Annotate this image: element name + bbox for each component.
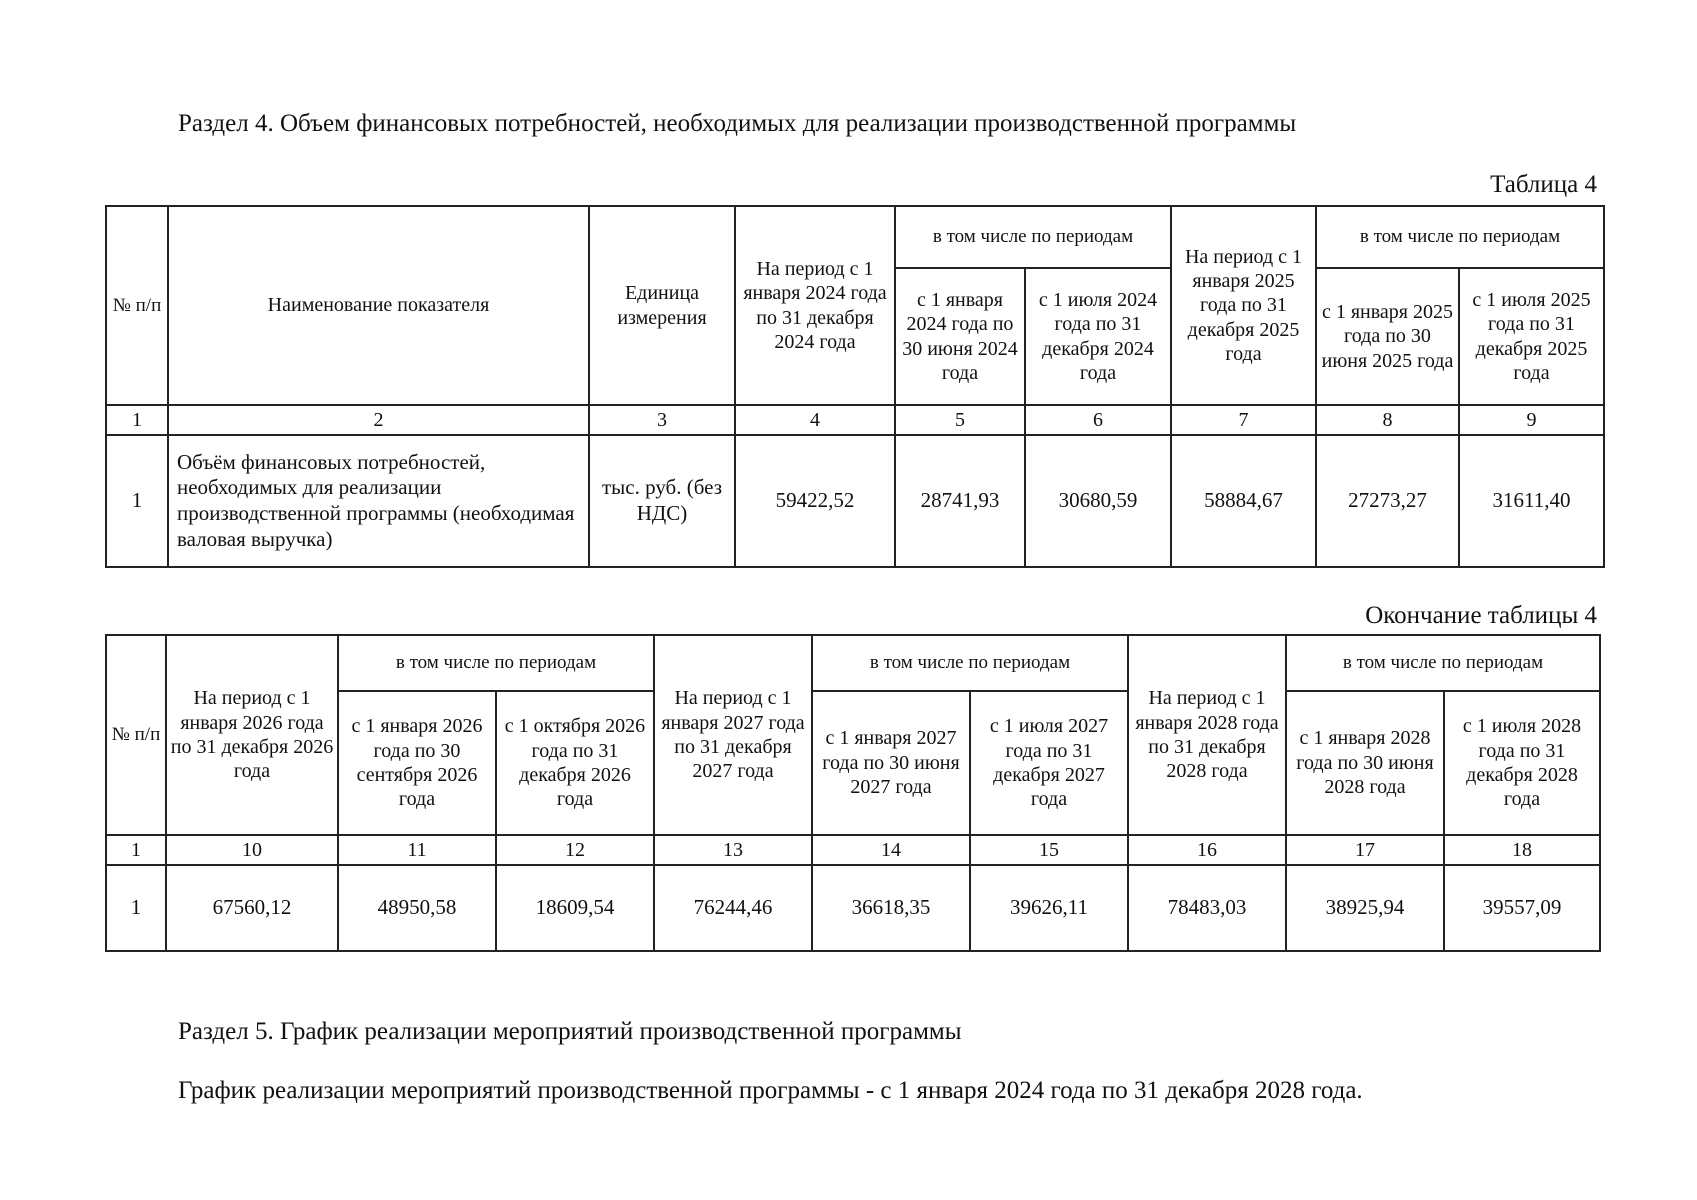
column-number: 12	[496, 835, 654, 865]
column-number: 2	[168, 405, 589, 435]
column-number: 18	[1444, 835, 1600, 865]
value-2025-h1: 27273,27	[1316, 435, 1459, 567]
row-name: Объём финансовых потребностей, необходимых для реализации производственной программы (необходимая валовая выручка)	[168, 435, 589, 567]
value-2028: 78483,03	[1128, 865, 1286, 951]
section-5-text: График реализации мероприятий производственной программы - с 1 января 2024 года по 31 декабря 2028 года.	[178, 1077, 1363, 1104]
value-2024-h1: 28741,93	[895, 435, 1025, 567]
header-num: № п/п	[106, 635, 166, 835]
column-number: 17	[1286, 835, 1444, 865]
header-name: Наименование показателя	[168, 206, 589, 405]
header-2027-h2: с 1 июля 2027 года по 31 декабря 2027 года	[970, 691, 1128, 835]
header-period-2026: На период с 1 января 2026 года по 31 декабря 2026 года	[166, 635, 338, 835]
header-incl-periods: в том числе по периодам	[338, 635, 654, 691]
header-2024-h1: с 1 января 2024 года по 30 июня 2024 года	[895, 268, 1025, 405]
header-period-2025: На период с 1 января 2025 года по 31 декабря 2025 года	[1171, 206, 1316, 405]
header-2026-a: с 1 января 2026 года по 30 сентября 2026 года	[338, 691, 496, 835]
table-row	[106, 435, 1604, 567]
value-2026-a: 48950,58	[338, 865, 496, 951]
value-2028-h1: 38925,94	[1286, 865, 1444, 951]
value-2024: 59422,52	[735, 435, 895, 567]
header-period-2027: На период с 1 января 2027 года по 31 декабря 2027 года	[654, 635, 812, 835]
header-2028-h1: с 1 января 2028 года по 30 июня 2028 года	[1286, 691, 1444, 835]
column-number: 6	[1025, 405, 1171, 435]
column-number: 4	[735, 405, 895, 435]
table-4-end-caption: Окончание таблицы 4	[1365, 602, 1597, 629]
value-2027: 76244,46	[654, 865, 812, 951]
header-2027-h1: с 1 января 2027 года по 30 июня 2027 года	[812, 691, 970, 835]
header-period-2028: На период с 1 января 2028 года по 31 декабря 2028 года	[1128, 635, 1286, 835]
column-number: 14	[812, 835, 970, 865]
value-2025-h2: 31611,40	[1459, 435, 1604, 567]
row-num: 1	[106, 435, 168, 567]
row-unit: тыс. руб. (без НДС)	[589, 435, 735, 567]
row-num: 1	[106, 865, 166, 951]
column-number: 1	[106, 405, 168, 435]
value-2027-h1: 36618,35	[812, 865, 970, 951]
column-number: 3	[589, 405, 735, 435]
header-2026-b: с 1 октября 2026 года по 31 декабря 2026 года	[496, 691, 654, 835]
column-number: 7	[1171, 405, 1316, 435]
header-num: № п/п	[106, 206, 168, 405]
value-2026: 67560,12	[166, 865, 338, 951]
column-number: 13	[654, 835, 812, 865]
section-4-title: Раздел 4. Объем финансовых потребностей, необходимых для реализации производственной программы	[178, 110, 1297, 137]
column-number: 8	[1316, 405, 1459, 435]
header-2025-h2: с 1 июля 2025 года по 31 декабря 2025 года	[1459, 268, 1604, 405]
header-period-2024: На период с 1 января 2024 года по 31 декабря 2024 года	[735, 206, 895, 405]
header-unit: Единица измерения	[589, 206, 735, 405]
header-incl-periods: в том числе по периодам	[1316, 206, 1604, 268]
header-incl-periods: в том числе по периодам	[1286, 635, 1600, 691]
column-number: 15	[970, 835, 1128, 865]
table-4-caption: Таблица 4	[1490, 171, 1597, 198]
column-number: 11	[338, 835, 496, 865]
value-2024-h2: 30680,59	[1025, 435, 1171, 567]
header-2025-h1: с 1 января 2025 года по 30 июня 2025 года	[1316, 268, 1459, 405]
header-incl-periods: в том числе по периодам	[812, 635, 1128, 691]
column-number: 1	[106, 835, 166, 865]
header-2024-h2: с 1 июля 2024 года по 31 декабря 2024 года	[1025, 268, 1171, 405]
column-number: 16	[1128, 835, 1286, 865]
column-number: 10	[166, 835, 338, 865]
section-5-title: Раздел 5. График реализации мероприятий производственной программы	[178, 1018, 962, 1045]
table-row	[106, 865, 1600, 951]
value-2028-h2: 39557,09	[1444, 865, 1600, 951]
table-4-end	[105, 634, 1601, 952]
header-2028-h2: с 1 июля 2028 года по 31 декабря 2028 года	[1444, 691, 1600, 835]
value-2027-h2: 39626,11	[970, 865, 1128, 951]
value-2026-b: 18609,54	[496, 865, 654, 951]
header-incl-periods: в том числе по периодам	[895, 206, 1171, 268]
column-number: 9	[1459, 405, 1604, 435]
value-2025: 58884,67	[1171, 435, 1316, 567]
column-number: 5	[895, 405, 1025, 435]
table-4	[105, 205, 1605, 568]
